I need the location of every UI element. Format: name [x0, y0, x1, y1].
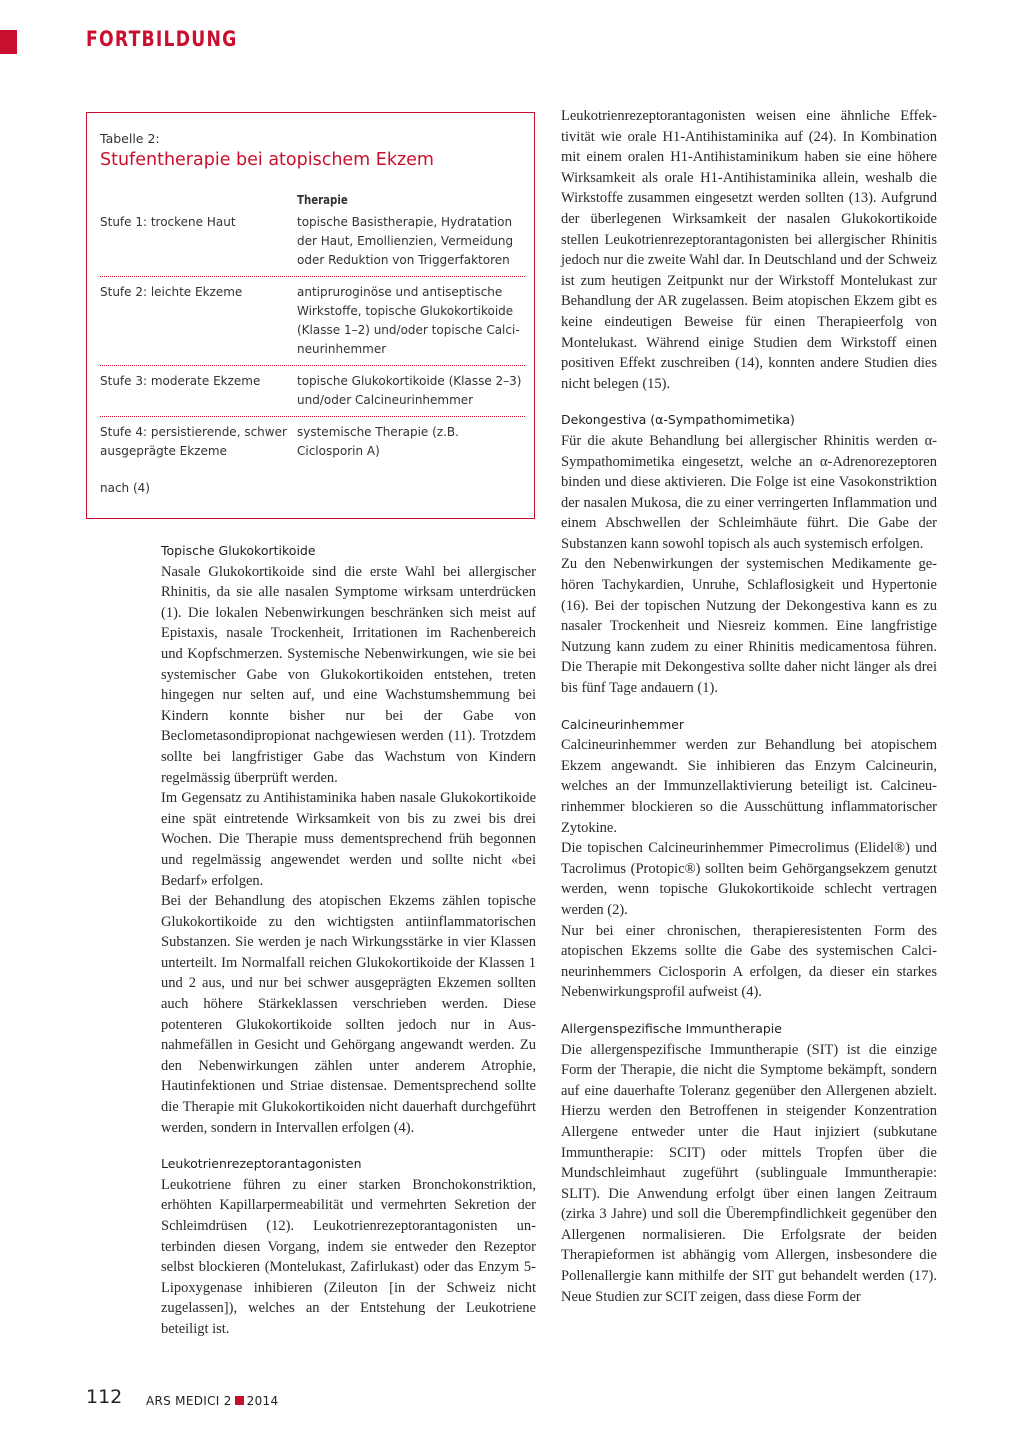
section-heading: Allergenspezifische Immuntherapie	[561, 1020, 782, 1036]
section-title: FORTBILDUNG	[86, 27, 238, 51]
table-cell-stage: Stufe 4: persistierende, schwer ausgeprägte Ekzeme	[100, 425, 287, 458]
table-label: Tabelle 2:	[100, 131, 160, 146]
table-divider	[100, 365, 525, 366]
table-divider	[100, 276, 525, 277]
table-cell-stage: Stufe 3: moderate Ekzeme	[100, 374, 261, 388]
section-heading: Dekongestiva (α-Sympathomimetika)	[561, 412, 795, 428]
table-column-header: Therapie	[297, 193, 348, 207]
section-marker	[0, 30, 17, 54]
table-cell-therapy: topische Basistherapie, Hydratation der Haut, Emollienzien, Vermeidung oder Reduktion von Triggerfaktoren	[297, 215, 514, 267]
body-paragraph: Calcineurinhemmer werden zur Behandlung bei atopischem Ekzem angewandt. Sie inhibieren das Enzym Calcineurin, welches an der Immunzellaktivierung beteiligt ist. Calcineurinhemmer blockieren so die Ausschüttung inflammatorischer Zytokine.	[561, 737, 937, 836]
body-paragraph: Bei der Behandlung des atopischen Ekzems zählen topische Glukokortikoide zu den wichtigsten antiinflammatorischen Substanzen. Sie werden je nach Wirkungsstärke in vier Klassen unterteilt. Im Normalfall reichen Glukokortikoide der Klassen 1 und 2 aus, und nur bei schwer ausgeprägten Ekzemen sollten auch höhere Stärkeklassen verschrieben werden. Diese potenteren Glukokortikoide sollten jedoch nur in Ausnahmefällen in Gesicht und Gehörgang angewandt werden. Zu den Nebenwirkungen zählen unter anderem Atrophie, Hautinfektionen und Striae distensae. Dementsprechend sollte die Therapie mit Glukokortikoiden nicht dauerhaft durchgeführt werden, sondern in Intervallen erfolgen (4).	[161, 893, 536, 1136]
body-paragraph: Für die akute Behandlung bei allergischer Rhinitis werden α-Sympathomimetika eingesetzt, welche an α-Adrenorezeptoren binden und diese aktivieren. Die Folge ist eine Vasokonstriktion der nasalen Mukosa, die zu einer verringerten Inflammation und einem Abschwellen der Schleimhäute führt. Die Gabe der Substanzen kann sowohl topisch als auch systemisch erfolgen.	[561, 432, 937, 552]
body-paragraph: Die topischen Calcineurinhemmer Pimecrolimus (Elidel®) und Tacrolimus (Protopic®) sollten beim Gehörgangsekzem genutzt werden, wenn topische Glukokortikoide schlecht vertragen werden (2).	[561, 840, 937, 918]
body-paragraph: Nasale Glukokortikoide sind die erste Wahl bei allergischer Rhinitis, da sie alle nasalen Symptome wirksam unterdrücken (1). Die lokalen Nebenwirkungen beschränken sich meist auf Epistaxis, nasale Trockenheit, Irritationen im Rachenbereich und Kopfschmerzen. Systemische Nebenwirkungen, wie sie bei systemischer Gabe von Glukokortikoiden entstehen, treten hingegen nur selten auf, und eine Wachstumshemmung bei Kindern konnte bisher nur bei der Gabe von Beclometasondipropionat nachgewiesen werden (11). Trotzdem sollte bei langfristiger Gabe das Wachstum von Kindern regelmässig überprüft werden.	[161, 563, 536, 786]
table-cell-stage: Stufe 2: leichte Ekzeme	[100, 285, 243, 299]
body-paragraph: Zu den Nebenwirkungen der systemischen Medikamente gehören Tachykardien, Unruhe, Schlaflosigkeit und Hypertonie (16). Bei der topischen Nutzung der Dekongestiva kann es zu nasaler Trockenheit und Niesreiz kommen. Eine langfristige Nutzung kann zudem zu einer Rhinitis medicamentosa führen. Die Therapie mit Dekongestiva sollte daher nicht länger als drei bis fünf Tage andauern (1).	[561, 556, 937, 697]
table-cell-therapy: systemische Therapie (z.B. Ciclosporin A)	[297, 425, 459, 458]
body-paragraph: Die allergenspezifische Immuntherapie (SIT) ist die einzige Form der Therapie, die nicht die Symptome bekämpft, sondern auf eine dauerhafte Toleranz gegenüber den Allergenen abzielt. Hierzu werden den Betroffenen in steigender Konzentration Allergene entweder unter die Haut injiziert (subkutane Immuntherapie: SCIT) oder mittels Tropfen über die Mundschleimhaut zugeführt (sublinguale Immuntherapie: SLIT). Die Anwendung erfolgt über einen langen Zeitraum (zirka 3 Jahre) und soll die Überempfindlichkeit gegenüber den Allergenen normalisieren. Die Erfolgsrate der beiden Therapieformen ist abhängig vom Allergen, insbesondere die Pollenallergie kann mithilfe der SIT gut behandelt werden (17). Neue Studien zur SCIT zeigen, dass diese Form der	[561, 1041, 937, 1305]
section-heading: Leukotrienrezeptorantagonisten	[161, 1156, 362, 1172]
footer-square	[235, 1396, 244, 1405]
table-cell-stage: Stufe 1: trockene Haut	[100, 215, 236, 229]
left-text-column	[161, 541, 536, 1340]
body-paragraph: Im Gegensatz zu Antihistaminika haben nasale Glukokortikoide eine spät eintretende Wirksamkeit von bis zu zwei bis drei Wochen. Die Therapie muss dementsprechend früh begonnen und regelmässig angewendet werden und sollte nicht «bei Bedarf» erfolgen.	[161, 790, 536, 889]
page-number: 112	[86, 1386, 123, 1408]
journal-year: 2014	[246, 1394, 279, 1408]
right-text-column	[561, 106, 937, 1307]
journal-name: ARS MEDICI 2	[146, 1394, 232, 1408]
body-paragraph: Leukotrienrezeptorantagonisten weisen eine ähnliche Effektivität wie orale H1-Antihistaminika auf (24). In Kombination mit einem oralen H1-Antihistaminikum haben sie eine höhere Wirksamkeit als orale H1-Antihistaminika allein, weshalb die Wirkstoffe zusammen eingesetzt werden sollten (13). Aufgrund der überlegenen Wirksamkeit der nasalen Glukokortikoide stellen Leukotrienrezeptorantagonisten bei allergischer Rhinitis jedoch nur die zweite Wahl dar. In Deutschland und der Schweiz ist zum heutigen Zeitpunkt nur der Wirkstoff Montelukast zur Behandlung der AR zugelassen. Beim atopischen Ekzem gibt es keine eindeutigen Beweise für einen Therapieerfolg von Montelukast. Während einige Studien dem Wirkstoff einen positiven Effekt zuschreiben (14), konnten andere Studien dies nicht belegen (15).	[561, 108, 937, 392]
section-heading: Topische Glukokortikoide	[161, 543, 316, 558]
table-source: nach (4)	[100, 481, 150, 495]
body-paragraph: Nur bei einer chronischen, therapieresistenten Form des atopischen Ekzems sollte die Gabe des systemischen Calcineurinhemmers Ciclosporin A erfolgen, da dieser ein starkes Nebenwirkungsprofil aufweist (4).	[561, 922, 937, 1001]
table-divider	[100, 416, 525, 417]
table-cell-therapy: topische Glukokortikoide (Klasse 2–3) und/oder Calcineurinhemmer	[297, 374, 522, 407]
table-title: Stufentherapie bei atopischem Ekzem	[100, 150, 434, 170]
journal-footer	[146, 1394, 278, 1408]
body-paragraph: Leukotriene führen zu einer starken Bronchokonstriktion, erhöhten Kapillarpermeabilität und vermehrten Sekretion der Schleimdrüsen (12). Leukotrienrezeptorantagonisten unterbinden diesen Vorgang, indem sie entweder den Rezeptor selbst blockieren (Montelukast, Zafirlukast) oder das Enzym 5-Lipoxygenase inhibieren (Zileuton [in der Schweiz nicht zugelassen]), welches an der Entstehung der Leukotriene beteiligt ist.	[161, 1176, 536, 1337]
section-heading: Calcineurinhemmer	[561, 716, 685, 732]
table-cell-therapy: antipruroginöse und antiseptische Wirkstoffe, topische Glukokortikoide (Klasse 1–2) und/oder topische Calcineurinhemmer	[297, 285, 520, 356]
